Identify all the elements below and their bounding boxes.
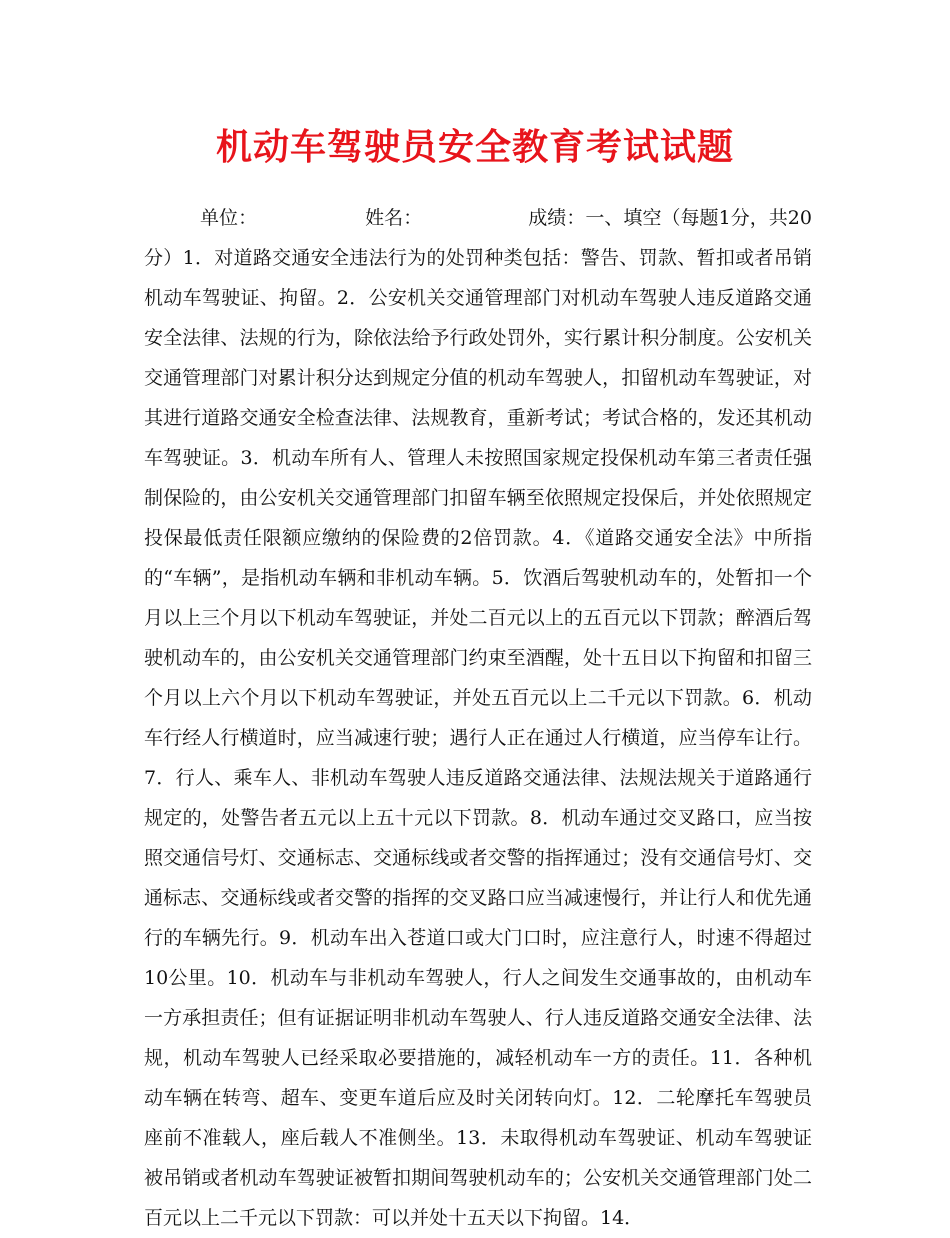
score-label: 成绩： xyxy=(528,207,586,229)
questions-text: 一、填空（每题1分，共20分）1．对道路交通安全违法行为的处罚种类包括：警告、罚款、暂扣或者吊销机动车驾驶证、拘留。2．公安机关交通管理部门对机动车驾驶人违反道路交通安全法律、法规的行为，除依法给予行政处罚外，实行累计积分制度。公安机关交通管理部门对累计积分达到规定分值的机动车驾驶人，扣留机动车驾驶证，对其进行道路交通安全检查法律、法规教育，重新考试；考试合格的，发还其机动车驾驶证。3．机动车所有人、管理人未按照国家规定投保机动车第三者责任强制保险的，由公安机关交通管理部门扣留车辆至依照规定投保后，并处依照规定投保最低责任限额应缴纳的保险费的2倍罚款。4．《道路交通安全法》中所指的“车辆”，是指机动车辆和非机动车辆。5．饮酒后驾驶机动车的，处暂扣一个月以上三个月以下机动车驾驶证，并处二百元以上的五百元以下罚款；醉酒后驾驶机动车的，由公安机关交通管理部门约束至酒醒，处十五日以下拘留和扣留三个月以上六个月以下机动车驾驶证，并处五百元以上二千元以下罚款。6．机动车行经人行横道时，应当减速行驶；遇行人正在通过人行横道，应当停车让行。7．行人、乘车人、非机动车驾驶人违反道路交通法律、法规法规关于道路通行规定的，处警告者五元以上五十元以下罚款。8．机动车通过交叉路口，应当按照交通信号灯、交通标志、交通标线或者交警的指挥通过；没有交通信号灯、交通标志、交通标线或者交警的指挥的交叉路口应当减速慢行，并让行人和优先通行的车辆先行。9．机动车出入苍道口或大门口时，应注意行人，时速不得超过10公里。10．机动车与非机动车驾驶人，行人之间发生交通事故的，由机动车一方承担责任；但有证据证明非机动车驾驶人、行人违反道路交通安全法律、法规，机动车驾驶人已经采取必要措施的，减轻机动车一方的责任。11．各种机动车辆在转弯、超车、变更车道后应及时关闭转向灯。12．二轮摩托车驾驶员座前不准载人，座后载人不准侧坐。13．未取得机动车驾驶证、机动车驾驶证被吊销或者机动车驾驶证被暂扣期间驾驶机动车的；公安机关交通管理部门处二百元以上二千元以下罚款：可以并处十五天以下拘留。14． xyxy=(144,207,812,1229)
name-label: 姓名： xyxy=(365,207,423,229)
document-body xyxy=(144,198,812,1238)
unit-label: 单位： xyxy=(200,207,258,229)
document-title: 机动车驾驶员安全教育考试试题 xyxy=(215,126,734,168)
